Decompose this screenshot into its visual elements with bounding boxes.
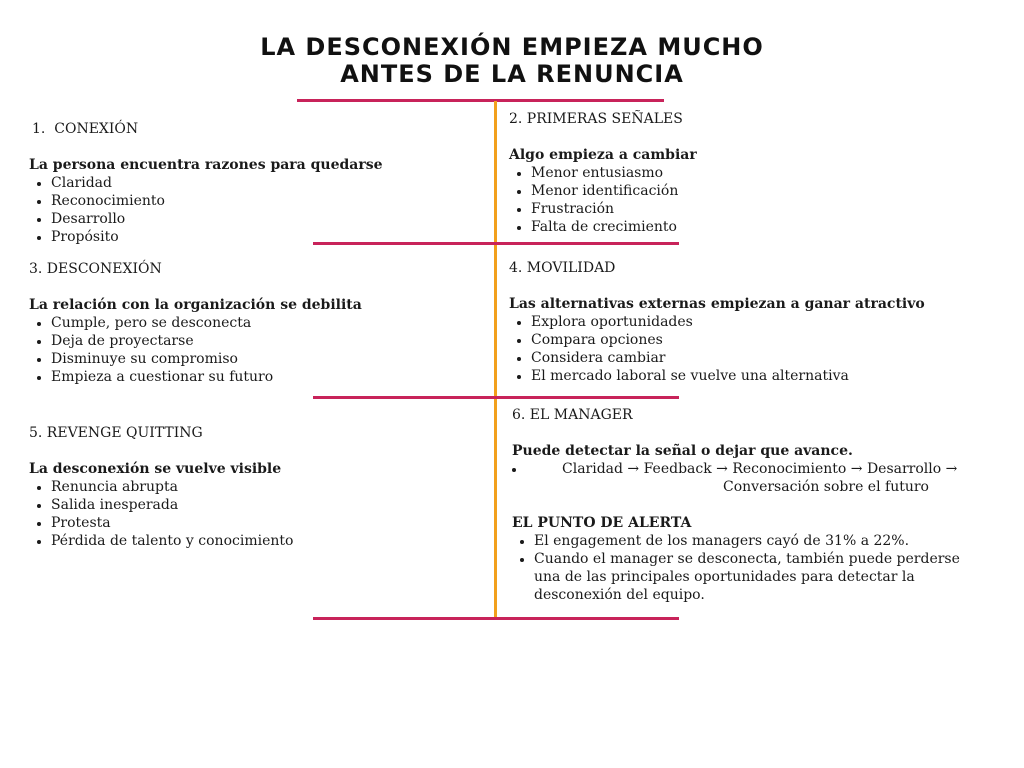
stage-subtitle: Algo empieza a cambiar [509,147,697,163]
rule-bottom [313,617,679,620]
list-item: • Explora oportunidades [531,313,999,331]
title-line-2: ANTES DE LA RENUNCIA [340,60,684,88]
flow-line-1: Claridad → Feedback → Reconocimiento → Desarrollo → [562,461,958,477]
stage-heading: 3. DESCONEXIÓN [29,261,162,277]
list-item: • Salida inesperada [51,496,469,514]
list-item: • Falta de crecimiento [531,218,989,236]
top-rule [297,99,664,102]
stage-el-manager [512,406,992,604]
list-item: • Cuando el manager se desconecta, también puede perderse una de las principales oportunidades para detectar la desconexión del equipo. [534,550,992,604]
list-item: • Frustración [531,200,989,218]
stage-subtitle: Puede detectar la señal o dejar que avance. [512,443,853,459]
list-item: • Pérdida de talento y conocimiento [51,532,469,550]
stage-desconexion [29,260,469,386]
stage-subtitle: La desconexión se vuelve visible [29,461,282,477]
list-item: • Desarrollo [51,210,469,228]
stage-heading: 6. EL MANAGER [512,407,633,423]
list-item: • Propósito [51,228,469,246]
list-item: • Disminuye su compromiso [51,350,469,368]
list-item: • El mercado laboral se vuelve una alternativa [531,367,999,385]
stage-items [29,478,469,550]
stage-heading: 1. CONEXIÓN [32,121,139,137]
list-item: • El engagement de los managers cayó de 31% a 22%. [534,532,992,550]
stage-conexion [29,120,469,246]
list-item: • Empieza a cuestionar su futuro [51,368,469,386]
list-item: • Reconocimiento [51,192,469,210]
stage-movilidad [509,259,999,385]
stage-items [509,164,989,236]
list-item: • Deja de proyectarse [51,332,469,350]
list-item: • Menor entusiasmo [531,164,989,182]
list-item: • Claridad [51,174,469,192]
list-item: • Renuncia abrupta [51,478,469,496]
title-line-1: LA DESCONEXIÓN EMPIEZA MUCHO [260,33,764,61]
rule-row-2 [313,396,679,399]
stage-subtitle: La relación con la organización se debilita [29,297,362,313]
flow-item [526,460,992,496]
stage-heading: 2. PRIMERAS SEÑALES [509,111,683,127]
flow-line-2: Conversación sobre el futuro [723,479,929,495]
page-title [0,34,1024,88]
stage-items [29,314,469,386]
stage-primeras-senales [509,110,989,236]
alert-items [512,532,992,604]
list-item: • Menor identificación [531,182,989,200]
list-item: • Considera cambiar [531,349,999,367]
alert-title: EL PUNTO DE ALERTA [512,515,692,531]
center-divider [494,101,497,619]
list-item: • Compara opciones [531,331,999,349]
stage-items [509,313,999,385]
stage-items [29,174,469,246]
manager-flow [512,460,992,496]
stage-heading: 5. REVENGE QUITTING [29,425,203,441]
stage-subtitle: La persona encuentra razones para quedarse [29,157,383,173]
stage-subtitle: Las alternativas externas empiezan a ganar atractivo [509,296,925,312]
list-item: • Cumple, pero se desconecta [51,314,469,332]
list-item: • Protesta [51,514,469,532]
stage-revenge-quitting [29,424,469,550]
stage-heading: 4. MOVILIDAD [509,260,616,276]
